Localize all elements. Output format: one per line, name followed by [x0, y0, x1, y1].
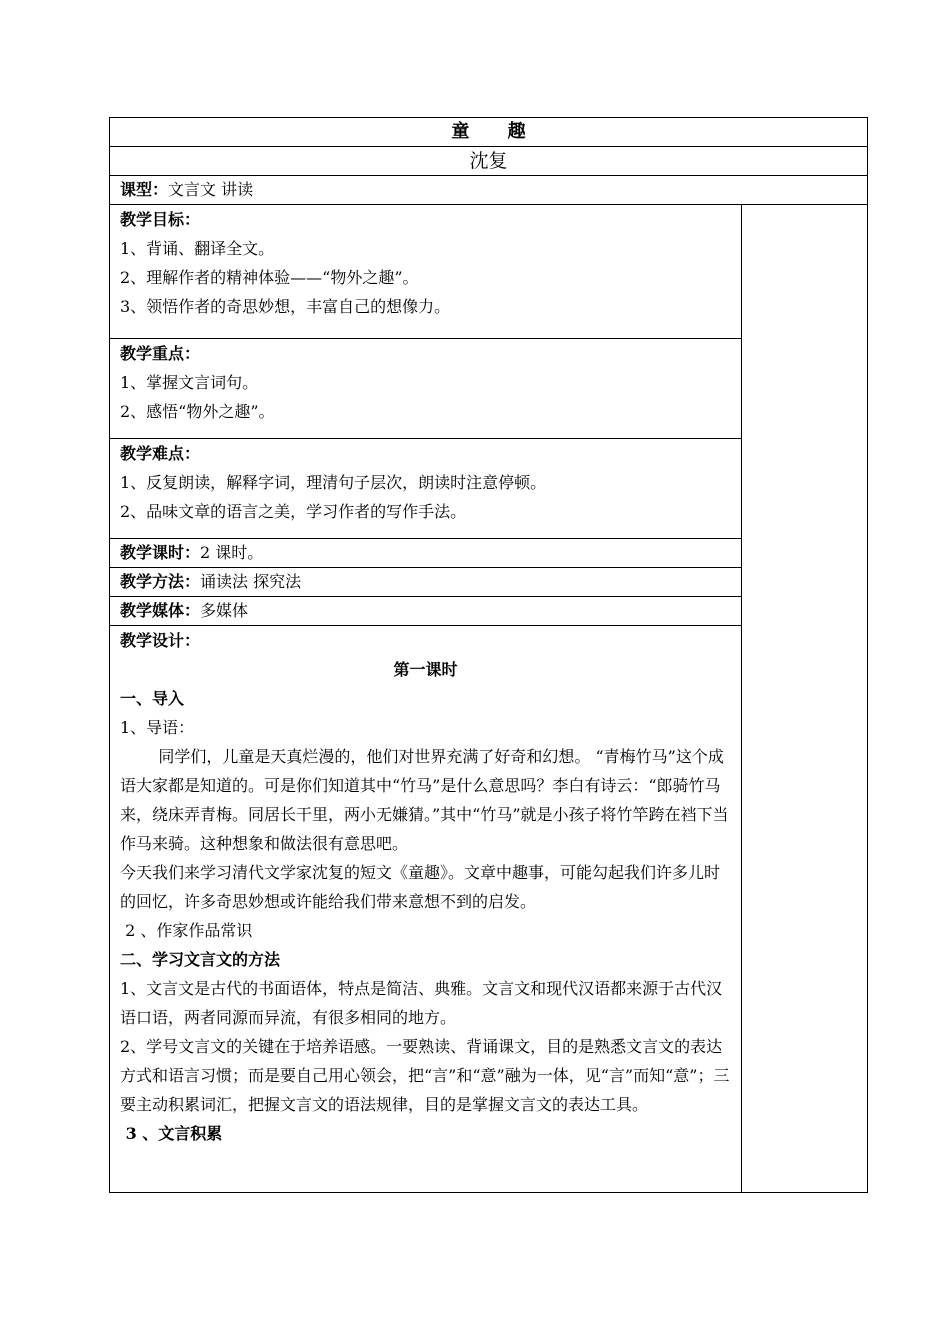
methods-label: 教学方法：: [120, 572, 201, 591]
course-type-value: 文言文 讲读: [168, 180, 254, 199]
media-label: 教学媒体：: [120, 601, 201, 620]
methods-value: 诵读法 探究法: [200, 572, 302, 591]
notes-column: [742, 205, 868, 1193]
hours-value: 2 课时。: [200, 543, 264, 562]
section-1-paragraph-2: 今天我们来学习清代文学家沈复的短文《童趣》。文章中趣事，可能勾起我们许多儿时的回忆，许多奇思妙想或许能给我们带来意想不到的启发。: [120, 863, 721, 911]
section-1-subtitle-1: 1、导语：: [120, 718, 195, 737]
section-1-paragraph-1: 同学们，儿童是天真烂漫的，他们对世界充满了好奇和幻想。 “青梅竹马”这个成语大家都是知道的。可是你们知道其中“竹马”是什么意思吗？李白有诗云：“郎骑竹马来，绕床弄青梅。同居长干里，两小无嫌猜。”其中“竹马”就是小孩子将竹竿跨在裆下当作马来骑。这种想象和做法很有意思吧。: [120, 747, 729, 853]
author-name: 沈复: [110, 147, 868, 176]
key-point-item: 2、感悟“物外之趣”。: [120, 402, 275, 421]
media-row: [110, 597, 742, 626]
goals-label: 教学目标：: [120, 210, 201, 229]
key-point-item: 1、掌握文言词句。: [120, 373, 259, 392]
course-type-row: [110, 176, 868, 205]
section-2-paragraph-2: 2、学号文言文的关键在于培养语感。一要熟读、背诵课文，目的是熟悉文言文的表达方式和语言习惯；而是要自己用心领会，把“言”和“意”融为一体，见“言”而知“意”；三要主动积累词汇，把握文言文的语法规律，目的是掌握文言文的表达工具。: [120, 1037, 730, 1114]
difficulty-item: 2、品味文章的语言之美，学习作者的写作手法。: [120, 502, 467, 521]
methods-row: [110, 568, 742, 597]
media-value: 多媒体: [200, 601, 249, 620]
section-2-subtitle-3: 3 、文言积累: [120, 1124, 223, 1143]
hours-row: [110, 539, 742, 568]
document-title: 童 趣: [110, 118, 868, 147]
difficulties-cell: [110, 439, 742, 539]
section-1-title: 一、导入: [120, 689, 185, 708]
lesson-title: 第一课时: [393, 660, 458, 679]
goal-item: 2、理解作者的精神体验——“物外之趣”。: [120, 268, 419, 287]
section-1-subtitle-2: 2 、作家作品常识: [120, 921, 253, 940]
difficulties-label: 教学难点：: [120, 444, 201, 463]
difficulty-item: 1、反复朗读，解释字词，理清句子层次，朗读时注意停顿。: [120, 473, 547, 492]
goal-item: 1、背诵、翻译全文。: [120, 239, 275, 258]
section-2-paragraph-1: 1、文言文是古代的书面语体，特点是简洁、典雅。文言文和现代汉语都来源于古代汉语口语，两者同源而异流，有很多相同的地方。: [120, 979, 723, 1027]
lesson-plan-table: [109, 117, 868, 1193]
key-points-cell: [110, 339, 742, 439]
section-2-title: 二、学习文言文的方法: [120, 950, 281, 969]
design-cell: [110, 626, 742, 1193]
design-label: 教学设计：: [120, 631, 201, 650]
key-points-label: 教学重点：: [120, 344, 201, 363]
course-type-label: 课型：: [120, 180, 169, 199]
goal-item: 3、领悟作者的奇思妙想，丰富自己的想像力。: [120, 297, 451, 316]
lesson-plan-document: [109, 117, 867, 1193]
hours-label: 教学课时：: [120, 543, 201, 562]
goals-cell: [110, 205, 742, 339]
